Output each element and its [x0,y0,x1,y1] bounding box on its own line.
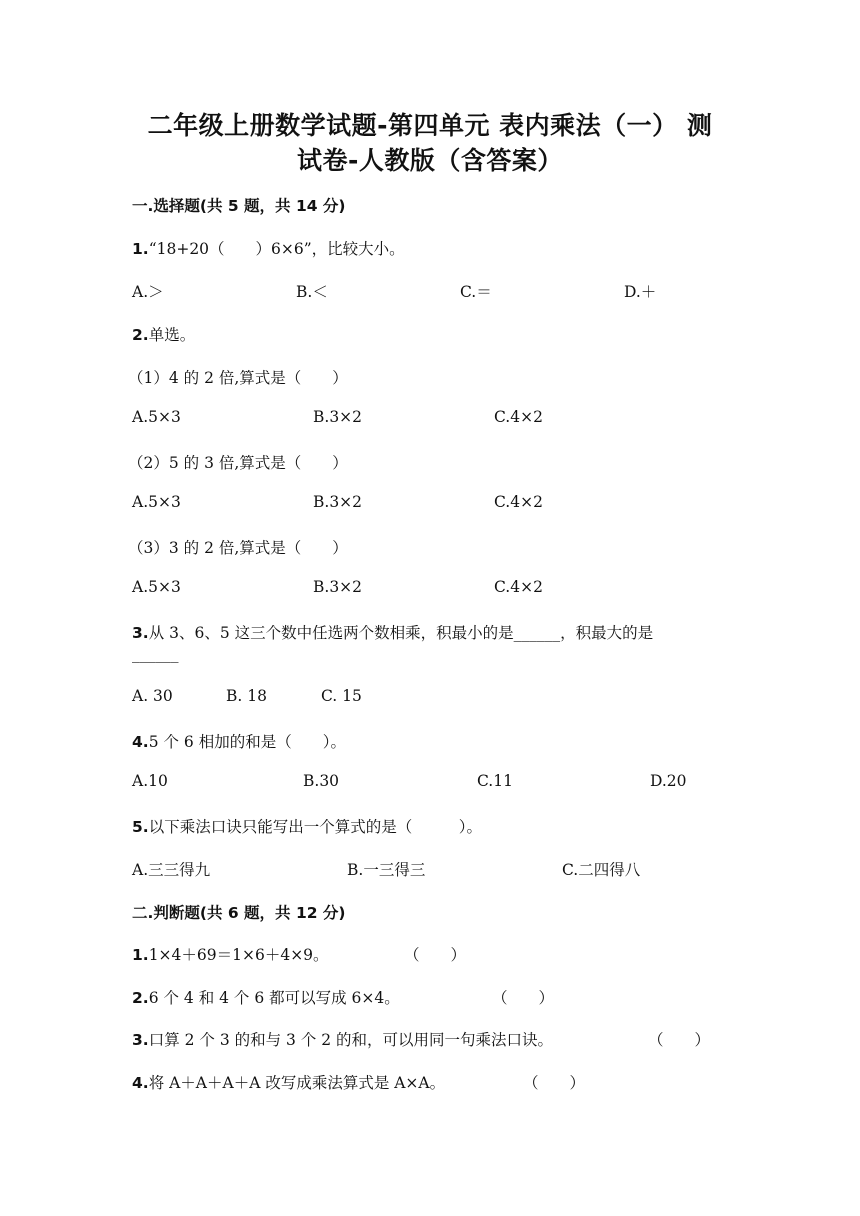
option-a: A.5×3 [132,493,181,511]
option-b: B.一三得三 [347,861,426,879]
option-c: C.4×2 [494,578,543,596]
option-b: B.3×2 [313,408,363,426]
question-text: 单选。 [148,326,196,344]
judgment-question-3 [132,1028,553,1050]
title-line-2: 试卷-人教版（含答案） [297,146,563,175]
question-number: 4. [132,1074,149,1092]
option-a: A. 30 [132,687,173,705]
section-heading-choice: 一.选择题(共 5 题，共 14 分) [132,197,346,215]
option-c: C. 15 [321,687,362,705]
title-line-1: 二年级上册数学试题-第四单元 表内乘法（一） 测 [147,111,713,140]
question-text: 将 A＋A＋A＋A 改写成乘法算式是 A×A。 [148,1074,446,1092]
question-2 [132,323,195,345]
option-a: A.5×3 [132,578,181,596]
answer-blank: （ ） [492,989,555,1007]
answer-blank: （ ） [648,1031,711,1049]
option-c: C.4×2 [494,408,543,426]
sub-question-2: （2）5 的 3 倍,算式是（ ） [128,454,348,472]
question-text: 从 3、6、5 这三个数中任选两个数相乘，积最小的是______，积最大的是 [148,624,654,642]
option-c: C.二四得八 [562,861,641,879]
option-b: B.3×2 [313,493,363,511]
judgment-question-4 [132,1071,445,1093]
option-b: B.＜ [296,283,328,301]
question-text: 口算 2 个 3 的和与 3 个 2 的和，可以用同一句乘法口诀。 [148,1031,554,1049]
option-b: B.3×2 [313,578,363,596]
question-text: 以下乘法口诀只能写出一个算式的是（ ）。 [148,818,482,836]
option-a: A.5×3 [132,408,181,426]
option-c: C.＝ [460,283,492,301]
question-text: 1×4＋69＝1×6＋4×9。 [148,946,329,964]
question-3-continuation: ______ [132,645,179,663]
option-a: A.＞ [132,283,164,301]
judgment-question-1 [132,943,329,965]
question-5 [132,815,482,837]
question-number: 4. [132,733,149,751]
option-b: B.30 [303,772,340,790]
question-number: 2. [132,989,149,1007]
question-text: 5 个 6 相加的和是（ ）。 [148,733,346,751]
question-number: 1. [132,946,149,964]
option-d: D.＋ [624,283,657,301]
option-d: D.20 [650,772,687,790]
option-a: A.10 [132,772,168,790]
question-text: “18+20（ ）6×6”，比较大小。 [148,240,405,258]
question-number: 1. [132,240,149,258]
option-a: A.三三得九 [132,861,211,879]
sub-question-1: （1）4 的 2 倍,算式是（ ） [128,369,348,387]
question-number: 5. [132,818,149,836]
option-c: C.11 [477,772,513,790]
question-3 [132,621,653,643]
question-number: 3. [132,1031,149,1049]
section-heading-judgment: 二.判断题(共 6 题，共 12 分) [132,904,346,922]
question-text: 6 个 4 和 4 个 6 都可以写成 6×4。 [148,989,400,1007]
option-b: B. 18 [226,687,267,705]
sub-question-3: （3）3 的 2 倍,算式是（ ） [128,539,348,557]
answer-blank: （ ） [404,946,467,964]
question-number: 2. [132,326,149,344]
option-c: C.4×2 [494,493,543,511]
judgment-question-2 [132,986,400,1008]
question-4 [132,730,346,752]
question-1 [132,237,405,259]
answer-blank: （ ） [523,1074,586,1092]
question-number: 3. [132,624,149,642]
